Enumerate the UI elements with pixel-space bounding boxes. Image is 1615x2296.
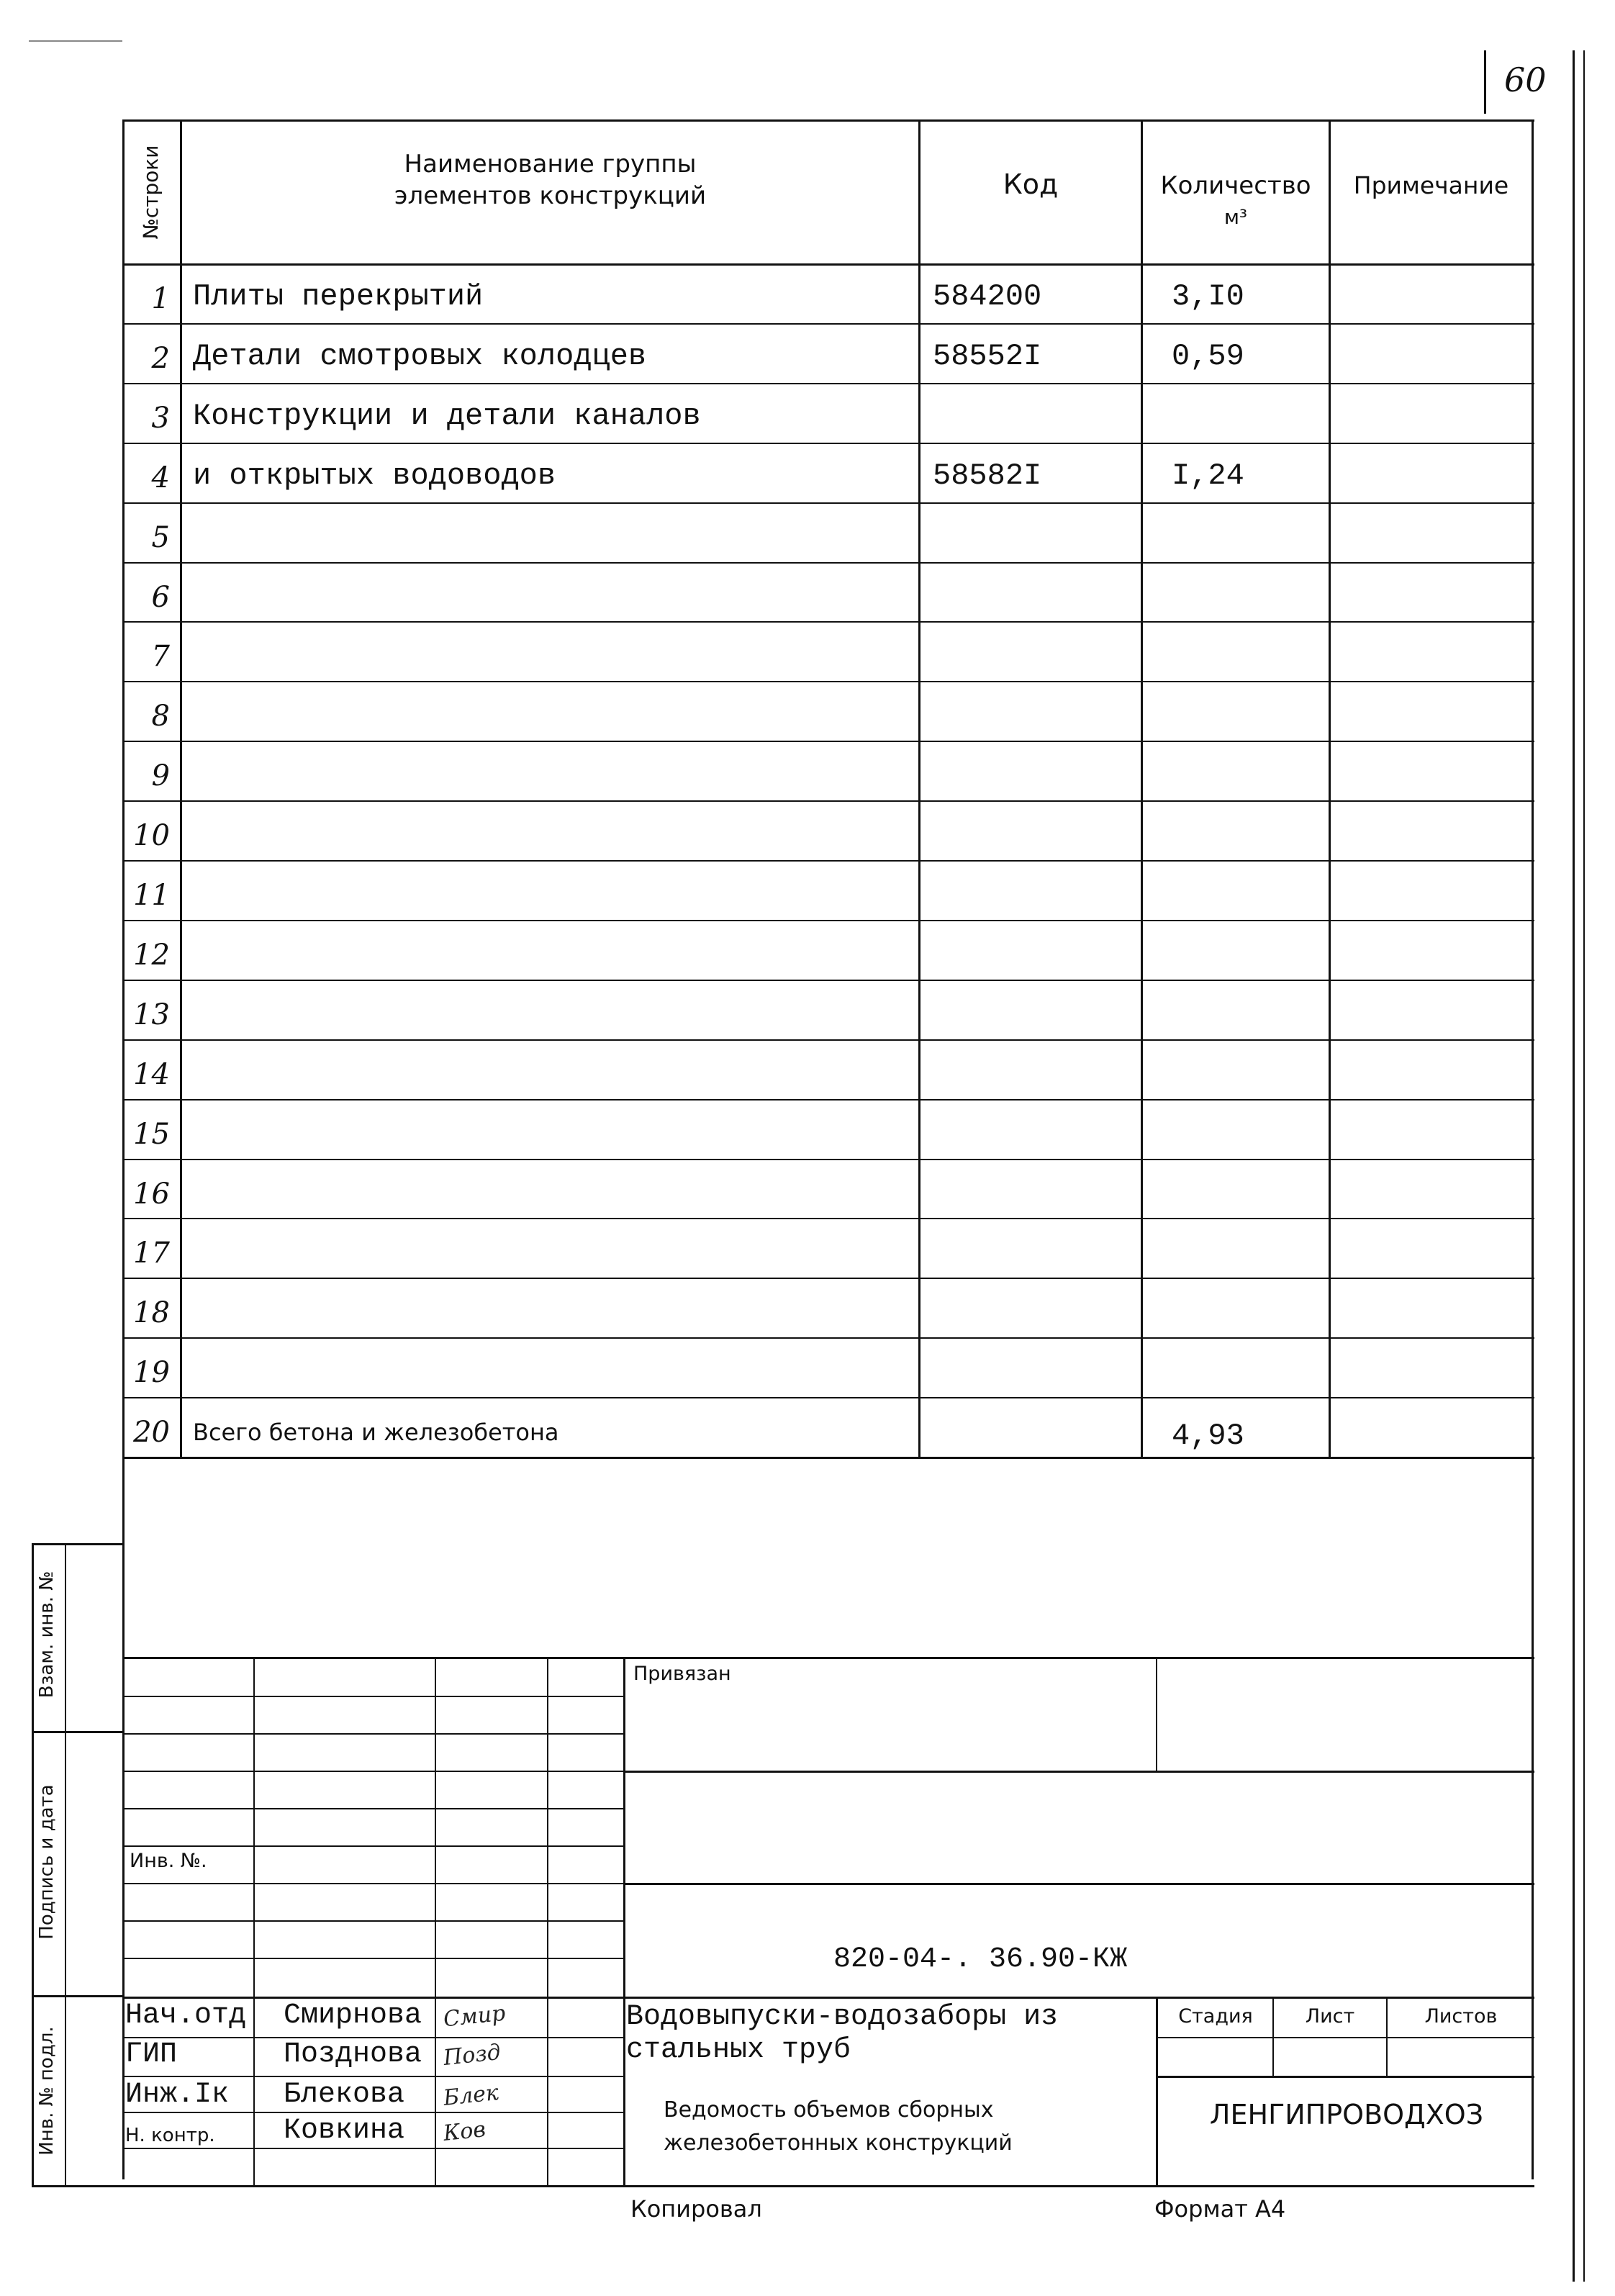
organization-name: ЛЕНГИПРОВОДХОЗ bbox=[1209, 2099, 1484, 2130]
stage-label: Стадия bbox=[1178, 2005, 1253, 2028]
staff-signature: Ков bbox=[442, 2117, 487, 2146]
row-number: 9 bbox=[151, 759, 170, 792]
staff-role: Нач.отд bbox=[125, 1999, 247, 2032]
row-code: 584200 bbox=[933, 279, 1042, 314]
row-divider bbox=[122, 443, 1534, 444]
row-number: 15 bbox=[133, 1118, 170, 1151]
row-number: 17 bbox=[133, 1237, 170, 1270]
row-number: 3 bbox=[151, 402, 170, 435]
row-number: 5 bbox=[151, 521, 170, 554]
row-code: 58552I bbox=[933, 339, 1042, 374]
header-qty-unit: м³ bbox=[1223, 205, 1248, 229]
row-divider bbox=[122, 1099, 1534, 1100]
row-number: 8 bbox=[151, 700, 170, 733]
staff-signature: Смир bbox=[442, 2000, 507, 2033]
header-qty-line1: Количество bbox=[1160, 171, 1311, 200]
staff-role: Инж.Iк bbox=[125, 2079, 230, 2111]
row-divider bbox=[122, 980, 1534, 981]
row-divider bbox=[122, 1159, 1534, 1160]
staff-name: Позднова bbox=[284, 2038, 422, 2071]
row-divider bbox=[122, 383, 1534, 384]
row-divider bbox=[122, 920, 1534, 921]
privyazan-label: Привязан bbox=[633, 1663, 731, 1685]
header-note: Примечание bbox=[1353, 171, 1509, 199]
row-divider bbox=[122, 621, 1534, 623]
row-number: 18 bbox=[133, 1296, 170, 1329]
sheet-title-line2: железобетонных конструкций bbox=[664, 2130, 1013, 2156]
header-qty bbox=[1143, 170, 1329, 233]
staff-signature: Позд bbox=[442, 2039, 502, 2071]
row-number: 20 bbox=[133, 1416, 170, 1449]
document-code: 820-04-. 36.90-КЖ bbox=[833, 1943, 1128, 1976]
row-divider bbox=[122, 800, 1534, 802]
side-stamp-podpis: Подпись и дата bbox=[36, 1784, 58, 1940]
row-number: 14 bbox=[133, 1058, 170, 1091]
row-divider bbox=[122, 1337, 1534, 1339]
row-number: 2 bbox=[151, 342, 170, 375]
staff-signature: Блек bbox=[442, 2080, 500, 2111]
header-name bbox=[182, 148, 918, 212]
row-number: 13 bbox=[133, 998, 170, 1031]
row-qty: 3,I0 bbox=[1172, 279, 1244, 314]
row-name: и открытых водоводов bbox=[193, 458, 556, 493]
row-qty: 4,93 bbox=[1172, 1419, 1244, 1453]
side-stamp-inv-podl: Инв. № подл. bbox=[36, 2026, 58, 2156]
row-divider bbox=[122, 1039, 1534, 1041]
row-divider bbox=[122, 1278, 1534, 1279]
row-code: 58582I bbox=[933, 458, 1042, 493]
format-label: Формат А4 bbox=[1154, 2195, 1286, 2223]
row-number: 6 bbox=[151, 581, 170, 614]
side-stamp-vzam: Взам. инв. № bbox=[36, 1570, 58, 1699]
staff-role: Н. контр. bbox=[125, 2125, 215, 2146]
row-divider bbox=[122, 1218, 1534, 1219]
row-number: 4 bbox=[151, 461, 170, 494]
row-number: 10 bbox=[133, 819, 170, 852]
row-qty: I,24 bbox=[1172, 458, 1244, 493]
row-divider bbox=[122, 562, 1534, 564]
header-code: Код bbox=[1003, 168, 1059, 200]
row-name: Конструкции и детали каналов bbox=[193, 399, 701, 433]
copied-label: Копировал bbox=[630, 2195, 762, 2223]
inv-no-label: Инв. №. bbox=[130, 1850, 207, 1872]
row-number: 16 bbox=[133, 1178, 170, 1211]
sheet-label: Лист bbox=[1305, 2005, 1355, 2028]
row-number: 1 bbox=[151, 282, 170, 315]
row-number: 19 bbox=[133, 1356, 170, 1389]
header-name-line1: Наименование группы bbox=[404, 150, 697, 178]
row-number: 11 bbox=[133, 879, 170, 912]
sheet-title-line1: Ведомость объемов сборных bbox=[664, 2097, 994, 2123]
staff-name: Блекова bbox=[284, 2079, 405, 2111]
header-name-line2: элементов конструкций bbox=[394, 181, 707, 210]
row-name: Детали смотровых колодцев bbox=[193, 339, 647, 374]
row-divider bbox=[122, 860, 1534, 862]
row-name: Плиты перекрытий bbox=[193, 279, 484, 314]
staff-name: Смирнова bbox=[284, 1999, 422, 2032]
row-number: 7 bbox=[151, 640, 170, 673]
row-divider bbox=[122, 323, 1534, 325]
row-number: 12 bbox=[133, 939, 170, 972]
row-name: Всего бетона и железобетона bbox=[193, 1419, 559, 1446]
row-divider bbox=[122, 741, 1534, 742]
page-number: 60 bbox=[1504, 60, 1547, 99]
project-title-line1: Водовыпуски-водозаборы из bbox=[626, 2001, 1059, 2033]
row-divider bbox=[122, 1397, 1534, 1398]
header-row-number: №строки bbox=[139, 145, 163, 240]
row-divider bbox=[122, 502, 1534, 504]
project-title-line2: стальных труб bbox=[626, 2034, 851, 2066]
row-qty: 0,59 bbox=[1172, 339, 1244, 374]
sheets-label: Листов bbox=[1424, 2005, 1498, 2028]
staff-role: ГИП bbox=[125, 2038, 178, 2071]
row-divider bbox=[122, 681, 1534, 682]
staff-name: Ковкина bbox=[284, 2115, 405, 2147]
